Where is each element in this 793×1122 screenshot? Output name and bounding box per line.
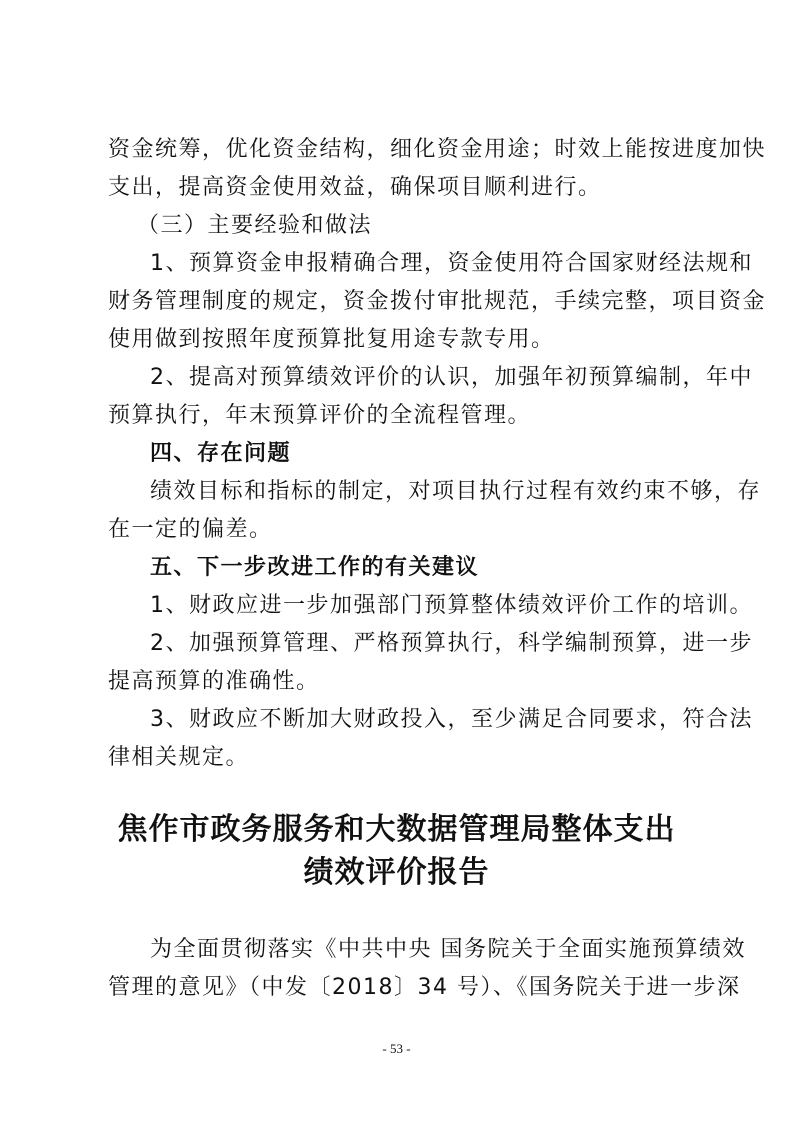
report-title: 绩效评价报告 xyxy=(303,855,490,890)
paragraph-line: 提高预算的准确性。 xyxy=(108,669,320,694)
report-title: 焦作市政务服务和大数据管理局整体支出 xyxy=(117,812,676,847)
section-heading: 四、存在问题 xyxy=(150,441,292,466)
paragraph-line: 管理的意见》（中发〔2018〕34 号）、《国务院关于进一步深 xyxy=(108,975,741,1000)
paragraph-line: 使用做到按照年度预算批复用途专款专用。 xyxy=(108,327,555,352)
paragraph-line: 预算执行，年末预算评价的全流程管理。 xyxy=(108,403,532,428)
paragraph-line: 1、财政应进一步加强部门预算整体绩效评价工作的培训。 xyxy=(150,593,753,618)
paragraph-line: 2、提高对预算绩效评价的认识，加强年初预算编制，年中 xyxy=(150,365,753,390)
paragraph-line: 绩效目标和指标的制定，对项目执行过程有效约束不够，存 xyxy=(150,479,762,504)
section-heading: 五、下一步改进工作的有关建议 xyxy=(150,555,480,580)
paragraph-line: 支出，提高资金使用效益，确保项目顺利进行。 xyxy=(108,175,602,200)
paragraph-line: 1、预算资金申报精确合理，资金使用符合国家财经法规和 xyxy=(150,251,753,276)
paragraph-line: 在一定的偏差。 xyxy=(108,517,273,542)
section-heading: （三）主要经验和做法 xyxy=(137,213,373,238)
paragraph-line: 2、加强预算管理、严格预算执行，科学编制预算，进一步 xyxy=(150,631,753,656)
paragraph-line: 资金统筹，优化资金结构，细化资金用途；时效上能按进度加快 xyxy=(108,137,767,162)
paragraph-line: 律相关规定。 xyxy=(108,745,250,770)
paragraph-line: 为全面贯彻落实《中共中央 国务院关于全面实施预算绩效 xyxy=(150,937,746,962)
paragraph-line: 财务管理制度的规定，资金拨付审批规范，手续完整，项目资金 xyxy=(108,289,767,314)
page-number: - 53 - xyxy=(382,1041,411,1056)
paragraph-line: 3、财政应不断加大财政投入，至少满足合同要求，符合法 xyxy=(150,707,753,732)
